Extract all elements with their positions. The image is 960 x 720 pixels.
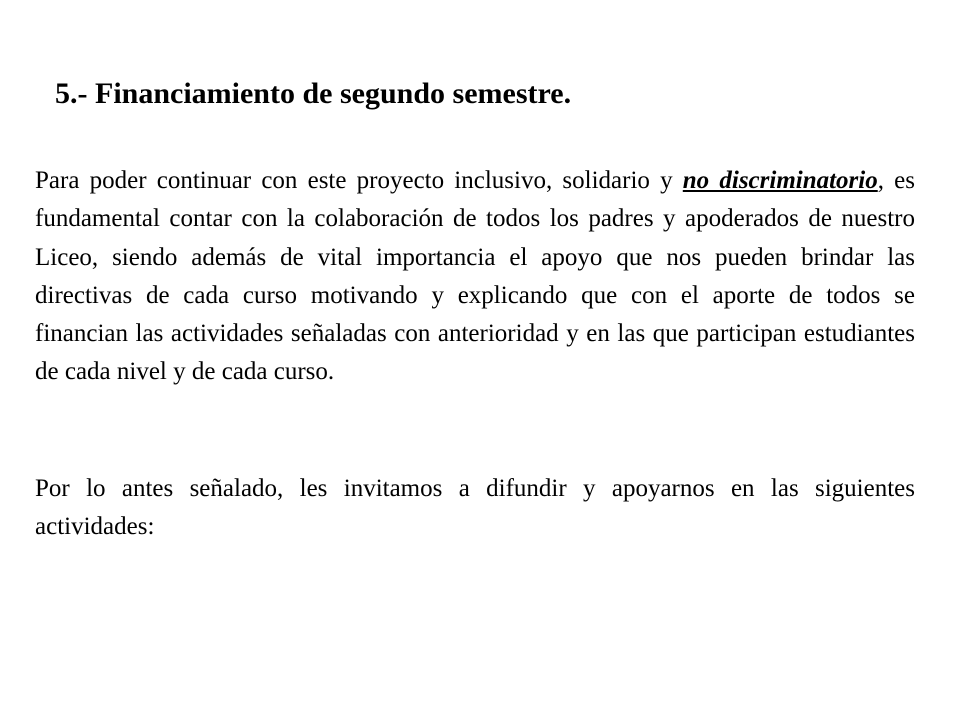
paragraph-financing	[35, 162, 915, 392]
paragraph-financing-rest: , es fundamental contar con la colaboración de todos los padres y apoderados de nuestro Liceo, siendo además de vital importancia el apoyo que nos pueden brindar las directivas de cada curso motivando y explicando que con el aporte de todos se financian las actividades señaladas con anterioridad y en las que participan estudiantes de cada nivel y de cada curso.	[35, 167, 915, 386]
paragraph-financing-intro: Para poder continuar con este proyecto inclusivo, solidario y	[35, 167, 683, 194]
emphasized-no-discriminatorio: no discriminatorio	[682, 167, 878, 194]
section-heading: 5.- Financiamiento de segundo semestre.	[55, 77, 572, 110]
paragraph-invitation: Por lo antes señalado, les invitamos a difundir y apoyarnos en las siguientes actividades:	[35, 475, 915, 541]
